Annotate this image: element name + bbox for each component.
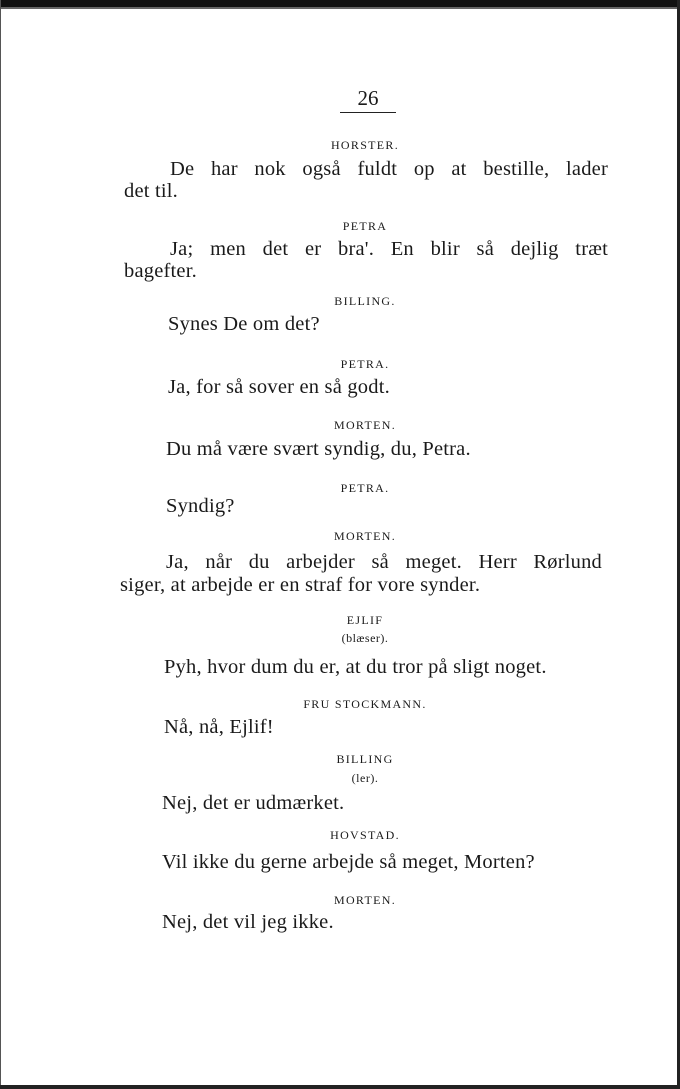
dialogue-line: Synes De om det? xyxy=(168,313,320,335)
dialogue-line: Syndig? xyxy=(166,495,235,517)
dialogue-line: De har nok også fuldt op at bestille, lader xyxy=(170,158,608,180)
dialogue-line: Du må være svært syndig, du, Petra. xyxy=(166,438,471,460)
stage-direction: (ler). xyxy=(351,771,379,785)
dialogue-line: Nej, det vil jeg ikke. xyxy=(162,911,334,933)
speaker-name: MORTEN. xyxy=(333,529,397,543)
speaker-name: EJLIF xyxy=(346,613,384,627)
dialogue-line: Nå, nå, Ejlif! xyxy=(164,716,274,738)
page-number: 26 xyxy=(340,86,396,113)
dialogue-line: Ja; men det er bra'. En blir så dejlig træt xyxy=(170,238,608,260)
speaker-name: HORSTER. xyxy=(330,138,400,152)
speaker-name: MORTEN. xyxy=(333,418,397,432)
dialogue-line: Ja, for så sover en så godt. xyxy=(168,376,390,398)
speaker-name: PETRA xyxy=(342,219,388,233)
speaker-name: PETRA. xyxy=(340,357,390,371)
dialogue-line: Vil ikke du gerne arbejde så meget, Morten? xyxy=(162,851,535,873)
dialogue-line: Ja, når du arbejder så meget. Herr Rørlund xyxy=(166,551,602,573)
speaker-name: HOVSTAD. xyxy=(330,828,400,842)
speaker-name: BILLING. xyxy=(334,294,396,308)
speaker-name: PETRA. xyxy=(340,481,390,495)
dialogue-line: siger, at arbejde er en straf for vore synder. xyxy=(120,574,481,596)
speaker-name: FRU STOCKMANN. xyxy=(303,697,427,711)
stage-direction: (blæser). xyxy=(341,631,389,645)
dialogue-line: Nej, det er udmærket. xyxy=(162,792,345,814)
dialogue-line: Pyh, hvor dum du er, at du tror på sligt noget. xyxy=(164,656,547,678)
dialogue-line: det til. xyxy=(124,180,178,202)
dialogue-line: bagefter. xyxy=(124,260,197,282)
speaker-name: MORTEN. xyxy=(333,893,397,907)
speaker-name: BILLING xyxy=(336,752,394,766)
